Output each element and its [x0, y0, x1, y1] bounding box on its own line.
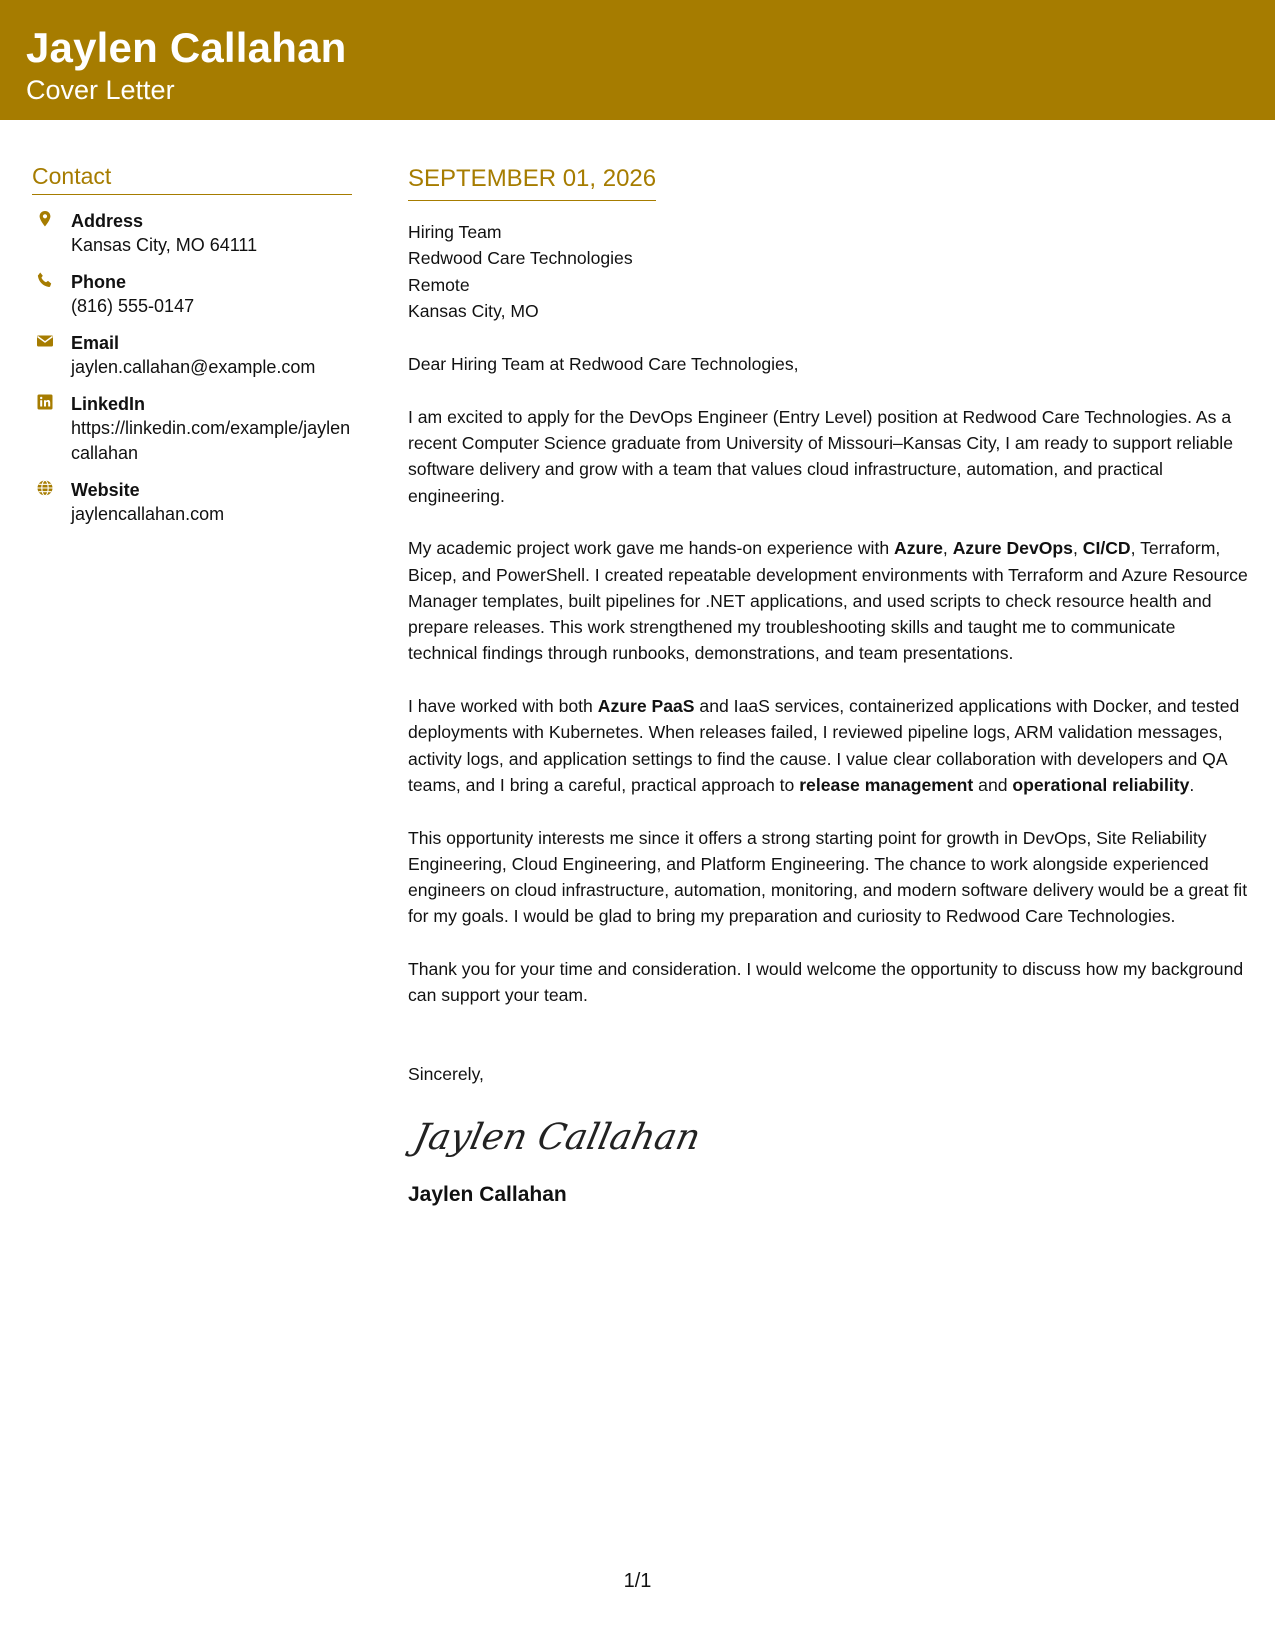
signature-image	[408, 1103, 1248, 1173]
paragraph-text: ,	[942, 538, 953, 559]
contact-value: (816) 555-0147	[71, 296, 195, 316]
paragraph-intro: I am excited to apply for the DevOps Engineer (Entry Level) position at Redwood Care Technologies. As a recent Computer Science graduate from University of Missouri–Kansas City, I am ready to support reliable software delivery and grow with a team that values cloud infrastructure, automation, and practical engineering.	[408, 406, 1233, 506]
paragraph-text: My academic project work gave me hands-on experience with	[408, 538, 895, 559]
page-number: 1/1	[623, 1570, 652, 1592]
linkedin-icon	[36, 393, 54, 411]
letter-body	[408, 164, 1248, 1209]
phone-icon	[36, 271, 54, 289]
contact-value: jaylencallahan.com	[71, 504, 225, 524]
salutation: Dear Hiring Team at Redwood Care Technologies,	[408, 354, 799, 375]
contact-value: jaylen.callahan@example.com	[71, 357, 316, 377]
envelope-icon	[36, 332, 54, 350]
contact-label: Phone	[71, 272, 127, 292]
recipient-line: Hiring Team	[408, 222, 502, 242]
letter-date: SEPTEMBER 01, 2026	[408, 164, 656, 201]
recipient-line: Remote	[408, 274, 470, 295]
recipient-line: Redwood Care Technologies	[408, 248, 633, 269]
globe-icon	[36, 479, 54, 497]
contact-value: Kansas City, MO 64111	[71, 235, 258, 255]
keyword-release-management: release management	[799, 774, 974, 795]
contact-label: LinkedIn	[71, 394, 146, 414]
keyword-azure: Azure	[894, 538, 943, 559]
paragraph-text: ,	[1072, 538, 1083, 559]
signed-name: Jaylen Callahan	[408, 1182, 567, 1206]
paragraph-motivation: This opportunity interests me since it offers a strong starting point for growth in DevOps, Site Reliability Engineering, Cloud Engineering, and Platform Engineering. The chance to work alongside experienced engineers on cloud infrastructure, automation, monitoring, and modern software delivery would be a great fit for my goals. I would be glad to bring my preparation and curiosity to Redwood Care Technologies.	[408, 827, 1248, 927]
keyword-azure-paas: Azure PaaS	[597, 696, 695, 717]
applicant-name: Jaylen Callahan	[26, 24, 347, 71]
paragraph-text: , Terraform, Bicep, and PowerShell. I created repeatable development environments with Terraform and Azure Resource Manager templates, built pipelines for .NET applications, and used scripts to check resource health and prepare releases. This work strengthened my troubleshooting skills and taught me to communicate technical findings through runbooks, demonstrations, and team presentations.	[408, 538, 1248, 664]
contact-label: Email	[71, 333, 120, 353]
contact-sidebar	[32, 162, 352, 539]
keyword-cicd: CI/CD	[1082, 538, 1131, 559]
paragraph-text: and IaaS services, containerized applications with Docker, and tested deployments with Kubernetes. When releases failed, I reviewed pipeline logs, ARM validation messages, activity logs, and application settings to find the cause. I value clear collaboration with developers and QA teams, and I bring a careful, practical approach to	[408, 696, 1240, 795]
contact-label: Address	[71, 211, 144, 231]
recipient-line: Kansas City, MO	[408, 300, 539, 321]
keyword-azure-devops: Azure DevOps	[952, 538, 1073, 559]
paragraph-text: and	[973, 774, 1013, 795]
map-pin-icon	[36, 210, 54, 228]
contact-item-phone	[32, 270, 352, 319]
contact-item-website	[32, 478, 352, 527]
contact-value: https://linkedin.com/example/jaylencallahan	[71, 418, 351, 463]
paragraph-experience	[408, 535, 1248, 666]
paragraph-skills	[408, 693, 1248, 798]
signature-text: Jaylen Callahan	[410, 1115, 705, 1158]
paragraph-text: .	[1189, 774, 1195, 795]
contact-item-address	[32, 209, 352, 258]
paragraph-text: I have worked with both	[408, 696, 598, 717]
closing: Sincerely,	[408, 1063, 484, 1084]
contact-label: Website	[71, 480, 140, 500]
document-subtitle: Cover Letter	[26, 75, 175, 105]
contact-heading: Contact	[32, 162, 352, 195]
paragraph-thanks: Thank you for your time and consideration. I would welcome the opportunity to discuss how my background can support your team.	[408, 959, 1244, 1006]
contact-item-linkedin	[32, 392, 352, 466]
header-banner	[0, 0, 1275, 120]
keyword-operational-reliability: operational reliability	[1012, 774, 1190, 795]
contact-item-email	[32, 331, 352, 380]
recipient-address	[408, 219, 1248, 324]
